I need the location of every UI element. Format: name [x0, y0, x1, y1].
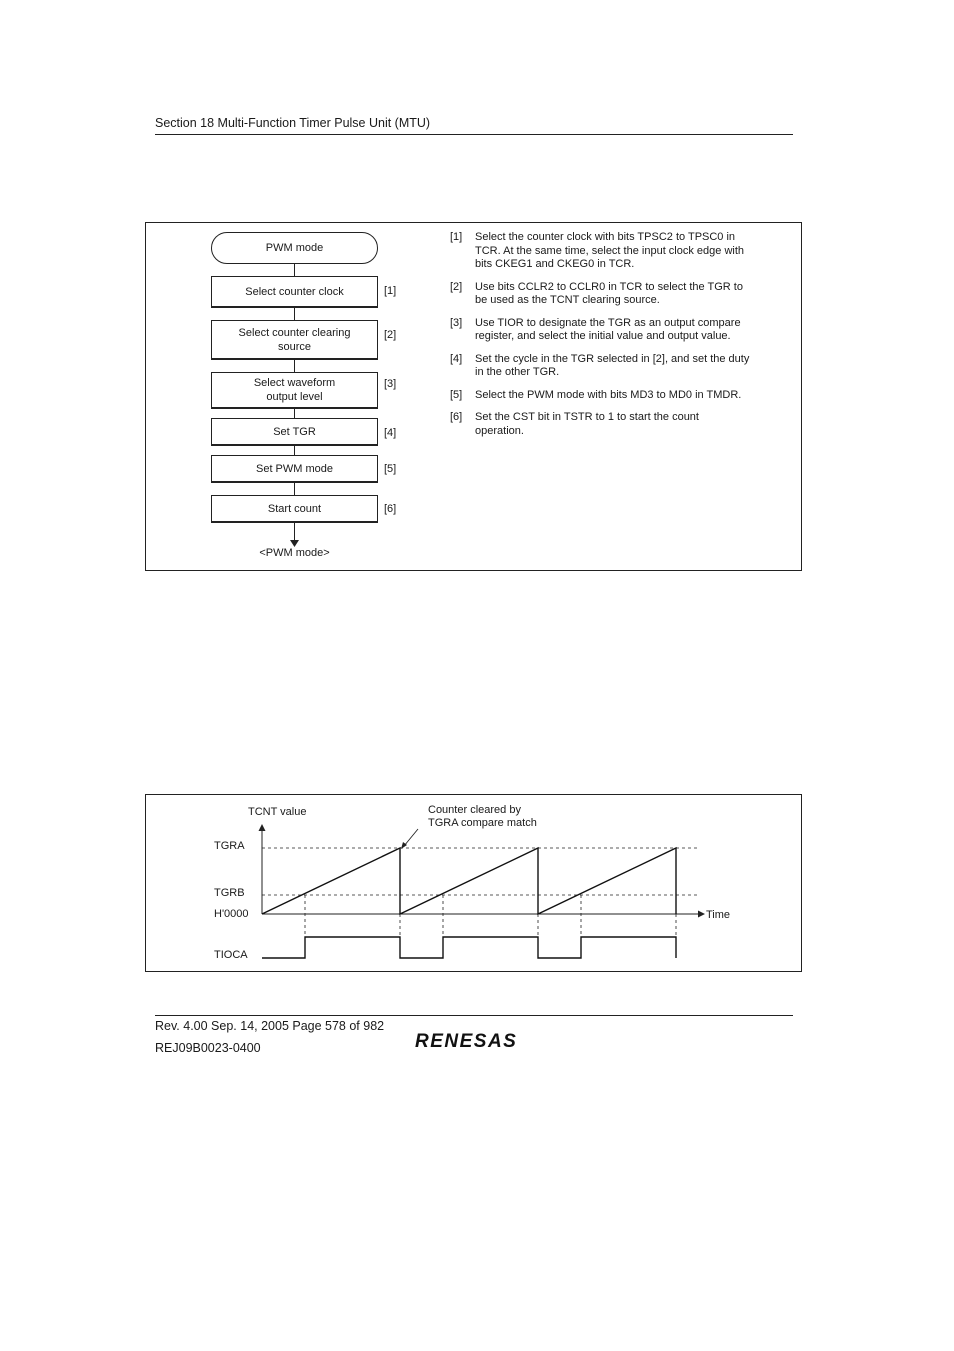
flow-step-label: Start count	[267, 502, 322, 515]
note-number: [6]	[450, 411, 463, 423]
flow-step-ref: [3]	[384, 378, 397, 390]
note-number: [3]	[450, 316, 463, 329]
section-header: Section 18 Multi-Function Timer Pulse Unit (MTU)	[155, 116, 431, 130]
note-text: Use TIOR to designate the TGR as an output compare register, and select the initial value and output value.	[475, 316, 741, 342]
flow-step-label: Set PWM mode	[255, 462, 334, 475]
note-number: [1]	[450, 231, 463, 243]
renesas-logo: RENESAS	[415, 1031, 518, 1052]
arrow-right-icon	[698, 911, 705, 918]
footer-revision: Rev. 4.00 Sep. 14, 2005 Page 578 of 982	[155, 1019, 385, 1033]
footer-doc-id: REJ09B0023-0400	[155, 1041, 261, 1055]
tioca-waveform	[262, 937, 676, 958]
note-number: [2]	[450, 280, 463, 293]
note-text: Use bits CCLR2 to CCLR0 in TCR to select the TGR to be used as the TCNT clearing source.	[475, 280, 743, 306]
flow-step-label: Set TGR	[273, 425, 316, 438]
level-label-tgra: TGRA	[214, 840, 245, 852]
flow-step-ref: [6]	[384, 503, 397, 515]
note-number: [4]	[450, 352, 463, 365]
flow-end-label: <PWM mode>	[259, 547, 330, 559]
note-number: [5]	[450, 388, 463, 401]
arrow-up-icon	[259, 824, 266, 831]
flow-step-ref: [5]	[384, 463, 397, 475]
annotation-leader	[404, 829, 418, 846]
x-axis-label: Time	[706, 909, 731, 921]
level-label-zero: H'0000	[214, 908, 249, 920]
annotation-text: TGRA compare match	[428, 817, 537, 829]
flow-step-label: Select counter clearing source	[238, 326, 351, 353]
note-text: Set the CST bit in TSTR to 1 to start the count operation.	[475, 411, 699, 437]
note-text: Select the PWM mode with bits MD3 to MD0 in TMDR.	[475, 388, 742, 401]
note-text: Set the cycle in the TGR selected in [2], and set the duty in the other TGR.	[475, 352, 750, 378]
signal-label-tioca: TIOCA	[214, 949, 248, 961]
flow-start-label: PWM mode	[265, 242, 324, 254]
flow-step-ref: [2]	[384, 329, 397, 341]
footer-rule	[155, 1015, 793, 1016]
flow-step-ref: [4]	[384, 427, 397, 439]
flow-step-label: Select waveform output level	[253, 377, 336, 403]
note-text: Select the counter clock with bits TPSC2 to TPSC0 in TCR. At the same time, select the input clock edge with bits CKEG1 and CKEG0 in TCR.	[475, 231, 745, 270]
tcnt-sawtooth	[262, 848, 676, 914]
flow-step-label: Select counter clock	[245, 285, 344, 298]
level-label-tgrb: TGRB	[214, 887, 245, 899]
annotation-text: Counter cleared by	[428, 804, 521, 816]
y-axis-label: TCNT value	[248, 806, 307, 818]
flow-step-ref: [1]	[384, 285, 397, 297]
